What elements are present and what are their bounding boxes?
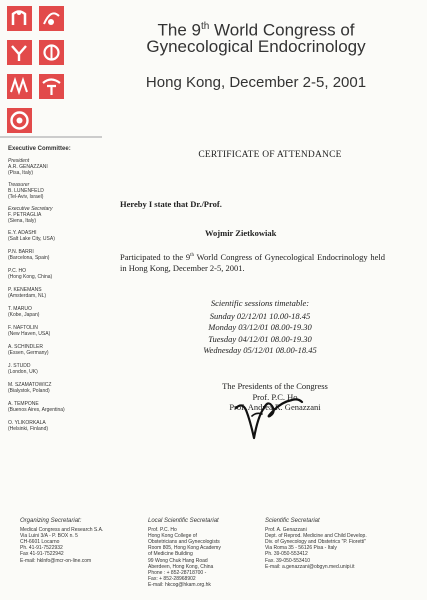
session-line: Tuesday 04/12/01 08.00-19.30 xyxy=(208,333,312,344)
footer-line: Fax: + 852-28968902 xyxy=(148,575,196,582)
footer-line: Ph. 41-91-7522932 xyxy=(20,545,63,552)
hereby-statement: Hereby I state that Dr./Prof. xyxy=(120,199,222,209)
participation-sup: th xyxy=(190,253,195,258)
logo-tile-icon xyxy=(7,74,32,99)
executive-committee-heading: Executive Committee: xyxy=(8,146,71,152)
footer-line: Obstetricians and Gynecologists xyxy=(148,539,220,546)
committee-member xyxy=(8,344,108,356)
committee-member xyxy=(8,306,108,318)
local-heading: Local Scientific Secretariat xyxy=(148,518,219,524)
member-name: F. NAFTOLIN xyxy=(8,325,38,331)
member-city: (Siena, Italy) xyxy=(8,218,37,224)
title-sup: th xyxy=(200,21,210,32)
member-city: (Helsinki, Finland) xyxy=(8,426,49,432)
footer-line: 99 Wong Chuk Hang Road xyxy=(148,557,208,564)
scientific-heading: Scientific Secretariat xyxy=(265,518,320,524)
committee-member xyxy=(8,382,108,394)
member-city: (Barcelona, Spain) xyxy=(8,255,50,261)
handwritten-signature xyxy=(232,386,304,446)
committee-member xyxy=(8,268,108,280)
footer-line: Hong Kong College of xyxy=(148,533,197,540)
member-name: A. TEMPONE xyxy=(8,401,39,407)
member-name: F. PETRAGLIA xyxy=(8,212,42,218)
timetable-heading: Scientific sessions timetable: xyxy=(210,298,310,308)
member-city: (Hong Kong, China) xyxy=(8,274,53,280)
member-name: P. KENEMANS xyxy=(8,287,42,293)
header-divider xyxy=(0,136,102,138)
logo-tile-icon xyxy=(7,40,32,65)
member-role: President xyxy=(8,158,30,164)
committee-member xyxy=(8,230,108,242)
presidents-heading: The Presidents of the Congress xyxy=(222,381,328,391)
member-city: (Salt Lake City, USA) xyxy=(8,236,55,242)
committee-member xyxy=(8,206,108,224)
footer-line: Div. of Gynecology and Obstetrics "P. Fioretti" xyxy=(265,539,366,546)
member-city: (Essen, Germany) xyxy=(8,350,49,356)
participation-text-b: World Congress of Gynecological Endocrinology held in Hong Kong, December 2-5, 2001. xyxy=(120,251,385,273)
member-name: J. STUDD xyxy=(8,363,31,369)
president-1: Prof. P.C. Ho xyxy=(252,391,298,402)
footer-line: Dept. of Reprod. Medicine and Child Develop. xyxy=(265,533,367,540)
logo-tile-icon xyxy=(7,108,32,133)
member-city: (Amsterdam, NL) xyxy=(8,293,47,299)
member-city: (Kobe, Japan) xyxy=(8,312,40,318)
president-2: Prof. Andrea R. Genazzani xyxy=(229,402,321,412)
congress-place-date: Hong Kong, December 2-5, 2001 xyxy=(145,74,367,91)
footer-line: Aberdeen, Hong Kong, China xyxy=(148,563,214,570)
footer-line: Via Luini 3/A - P. BOX n. 5 xyxy=(20,533,78,540)
committee-member xyxy=(8,401,108,413)
member-name: T. MARUO xyxy=(8,306,32,312)
attendee-name: Wojmir Zietkowiak xyxy=(205,228,277,238)
sessions-timetable xyxy=(180,298,340,357)
footer-line: Phone : + 852-28718700 - xyxy=(148,569,207,576)
member-name: O. YLIKORKALA xyxy=(8,420,46,426)
footer-line: Medical Congress and Research S.A. xyxy=(20,527,104,534)
committee-member xyxy=(8,420,108,432)
title-rest: World Congress of xyxy=(209,20,355,40)
organizing-secretariat xyxy=(20,518,150,564)
committee-member xyxy=(8,287,108,299)
footer-line: Ph. 39-050-553412 xyxy=(265,551,308,558)
footer-line: Via Roma 35 - 56126 Pisa - Italy xyxy=(265,545,337,552)
logo-tile-icon xyxy=(7,6,32,31)
footer-line: Fax 41-91-7522942 xyxy=(20,551,64,558)
member-name: A. SCHINDLER xyxy=(8,344,44,350)
footer-line: CH-6601 Locarno xyxy=(20,539,60,546)
footer-line: E-mail: a.genazzani@obgyn.med.unipi.it xyxy=(265,563,355,570)
session-line: Sunday 02/12/01 10.00-18.45 xyxy=(209,310,311,321)
organizing-heading: Organizing Secretariat: xyxy=(20,518,82,524)
member-city: (Tel-Aviv, Israel) xyxy=(8,194,44,200)
committee-member xyxy=(8,182,108,200)
footer-line: Room 805, Hong Kong Academy xyxy=(148,545,221,552)
certificate-title: CERTIFICATE OF ATTENDANCE xyxy=(198,150,342,160)
footer-line: E-mail: hkcog@hkam.org.hk xyxy=(148,581,211,588)
committee-member xyxy=(8,249,108,261)
logo-tile-icon xyxy=(39,74,64,99)
congress-title-line2: Gynecological Endocrinology xyxy=(146,37,366,56)
session-line: Monday 03/12/01 08.00-19.30 xyxy=(208,322,312,332)
member-role: Treasurer xyxy=(8,182,30,188)
scientific-secretariat xyxy=(265,518,425,570)
participation-text-a: Participated to the 9 xyxy=(120,251,191,262)
footer-line: Prof. P.C. Ho xyxy=(148,527,177,534)
member-name: E.Y. ADASHI xyxy=(8,230,37,236)
title-prefix: The 9 xyxy=(157,20,201,40)
committee-member xyxy=(8,325,108,337)
session-line: Wednesday 05/12/01 08.00-18.45 xyxy=(203,345,317,355)
member-city: (Pisa, Italy) xyxy=(8,170,34,176)
footer-line: Prof. A. Genazzani xyxy=(265,527,307,534)
footer-line: E-mail: hklnfo@mcr-on-line.com xyxy=(20,557,92,564)
member-city: (Buenos Aires, Argentina) xyxy=(8,407,65,413)
member-role: Executive Secretary xyxy=(8,206,53,212)
member-name: P.C. HO xyxy=(8,268,26,274)
participation-statement xyxy=(120,250,385,274)
member-city: (New Haven, USA) xyxy=(8,331,51,337)
logo-tile-icon xyxy=(39,40,64,65)
committee-member xyxy=(8,158,108,176)
member-name: P.N. BARRI xyxy=(8,249,34,255)
committee-member xyxy=(8,363,108,375)
congress-logo-icon xyxy=(7,6,65,134)
member-name: M. SZAMATOWICZ xyxy=(8,382,52,388)
member-city: (Bialystok, Poland) xyxy=(8,388,50,394)
footer-line: of Medicine Building xyxy=(148,551,193,558)
member-name: A.R. GENAZZANI xyxy=(8,164,48,170)
member-city: (London, UK) xyxy=(8,369,38,375)
local-scientific-secretariat xyxy=(148,518,278,588)
member-name: B. LUNENFELD xyxy=(8,188,44,194)
footer-line: Fax. 39-050-553410 xyxy=(265,557,311,564)
logo-tile-icon xyxy=(39,6,64,31)
